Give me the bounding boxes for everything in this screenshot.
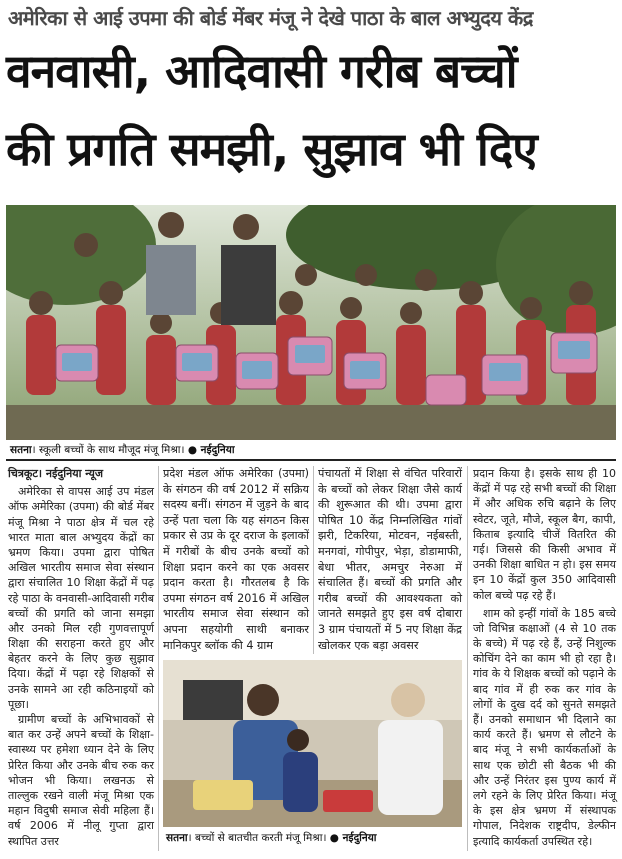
column-rule	[313, 466, 314, 654]
caption-text: । स्कूली बच्चों के साथ मौजूद मंजू मिश्रा।	[31, 444, 188, 456]
secondary-photo	[163, 660, 462, 827]
paragraph: प्रदेश मंडल ऑफ अमेरिका (उपमा) के संगठन की वर्ष 2012 में सक्रिय सदस्य बनीं। संगठन में जुड़ने के बाद उन्हें पता चला कि यह संगठन किस प्रकार से उप्र के दूर दराज के इलाकों में गरीबों के बीच उनके बच्चों को शिक्षा प्रदान करने का एक अवसर प्रदान करता है। गौरतलब है कि उपमा संगठन वर्ष 2016 में अखिल भारतीय समाज सेवा संस्थान को अपना सहयोगी साथी बनाकर मानिकपुर ब्लॉक की 4 ग्राम	[163, 467, 309, 652]
dateline: चित्रकूट। नईदुनिया न्यूज	[8, 467, 104, 480]
main-photo	[6, 205, 616, 440]
paragraph: शाम को इन्हीं गांवों के 185 बच्चे जो विभिन्न कक्षाओं (4 से 10 तक के बच्चे) में पढ़ रहे हैं, उन्हें निशुल्क कोचिंग देने का काम भी हो रहा है। गांव के ये शिक्षक बच्चों को पढ़ाने के बाद गांव में ही रुक कर गांव के लोगों के दुख दर्द को सुनते समझते हैं। उनको समाधान भी दिलाने का कार्य करते हैं। भ्रमण से लौटने के बाद मंजू ने सभी कार्यकर्ताओं के साथ एक छोटी सी बैठक भी की और उन्हें निरंतर इस पुण्य कार्य में लगे रहने के लिए प्रेरित किया। मंजू के इस क्षेत्र भ्रमण में संस्थापक गोपाल, निदेशक राष्ट्रदीप, डेल्फीन इत्यादि कार्यकर्ता उपस्थित रहे।	[473, 606, 616, 848]
article-column-2	[163, 466, 309, 653]
paragraph: अमेरिका से वापस आई उप मंडल ऑफ अमेरिका (उपमा) की बोर्ड मेंबर मंजू मिश्रा ने पाठा क्षेत्र में चल रहे भारत माता बाल अभ्युदय केंद्रों का भ्रमण किया। उपमा द्वारा पोषित अखिल भारतीय समाज सेवा संस्थान द्वारा संचालित 10 शिक्षा केंद्रों में पढ़ रहे पाठा के वनवासी-आदिवासी गरीब बच्चों की प्रगति को जाना समझा और उनको मिल रही गुणवत्तापूर्ण शिक्षा की सराहना करते हुए और बेहतर करने के लिए कुछ सुझाव दिया। केंद्रों में पढ़ा रहे शिक्षकों से उनके सामने आ रही कठिनाइयों को पूछा।	[8, 485, 154, 711]
caption-place: सतना	[166, 832, 188, 844]
paragraph: पंचायतों में शिक्षा से वंचित परिवारों के बच्चों को लेकर शिक्षा जैसे कार्य की शुरूआत की थी। उपमा द्वारा पोषित 10 केंद्र निम्नलिखित गांवों झरी, टिकरिया, मोटवन, नईबस्ती, मनगवां, गोपीपुर, भेड़ा, डोडामाफी, बेधा भीतर, अमचुर नेरुआ में संचालित हैं। बच्चों की प्रगति और गरीब बच्चों की आवश्यकता को जानते समझते हुए इस वर्ष दोबारा 3 ग्राम पंचायतों में 5 नए शिक्षा केंद्र खोलकर एक बड़ा अवसर	[318, 467, 462, 652]
paragraph: ग्रामीण बच्चों के अभिभावकों से बात कर उन्हें अपने बच्चों के शिक्षा-स्वास्थ्य पर हमेशा ध्यान देने के लिए प्रेरित किया और उनके बीच रुक कर भोजन भी किया। लखनऊ से ताल्लुक रखने वाली मंजू मिश्रा एक महान विदुषी समाज सेवी महिला हैं। वर्ष 2006 में नीलू गुप्ता द्वारा स्थापित उत्तर	[8, 713, 154, 848]
main-photo-caption	[10, 443, 235, 457]
column-rule	[467, 466, 468, 851]
headline-line-2: की प्रगति समझी, सुझाव भी दिए	[6, 122, 537, 176]
article-column-3	[318, 466, 462, 653]
interaction-photo-illustration	[163, 660, 462, 827]
caption-credit: ● नईदुनिया	[187, 444, 235, 456]
column-rule	[158, 466, 159, 851]
group-photo-illustration	[6, 205, 616, 440]
article-column-1	[8, 466, 154, 849]
secondary-photo-caption	[166, 831, 377, 845]
article-column-4	[473, 466, 616, 849]
caption-place: सतना	[10, 444, 32, 456]
headline-line-1: वनवासी, आदिवासी गरीब बच्चों	[6, 44, 517, 98]
caption-credit: ● नईदुनिया	[329, 832, 377, 844]
caption-text: । बच्चों से बातचीत करती मंजू मिश्रा।	[187, 832, 330, 844]
kicker-headline: अमेरिका से आई उपमा की बोर्ड मेंबर मंजू ने देखे पाठा के बाल अभ्युदय केंद्र	[8, 6, 533, 30]
section-divider	[6, 459, 616, 461]
paragraph: प्रदान किया है। इसके साथ ही 10 केंद्रों में पढ़ रहे सभी बच्चों की शिक्षा में और अधिक रुचि बढ़ाने के लिए स्वेटर, जूते, मौजे, स्कूल बैग, कापी, किताब इत्यादि चीजें वितरित की गई। जिससे की किसी अभाव में उनकी शिक्षा बाधित न हो। इस समय इन 10 केंद्रों कुल 350 आदिवासी कोल बच्चे पढ़ रहे हैं।	[473, 467, 616, 602]
